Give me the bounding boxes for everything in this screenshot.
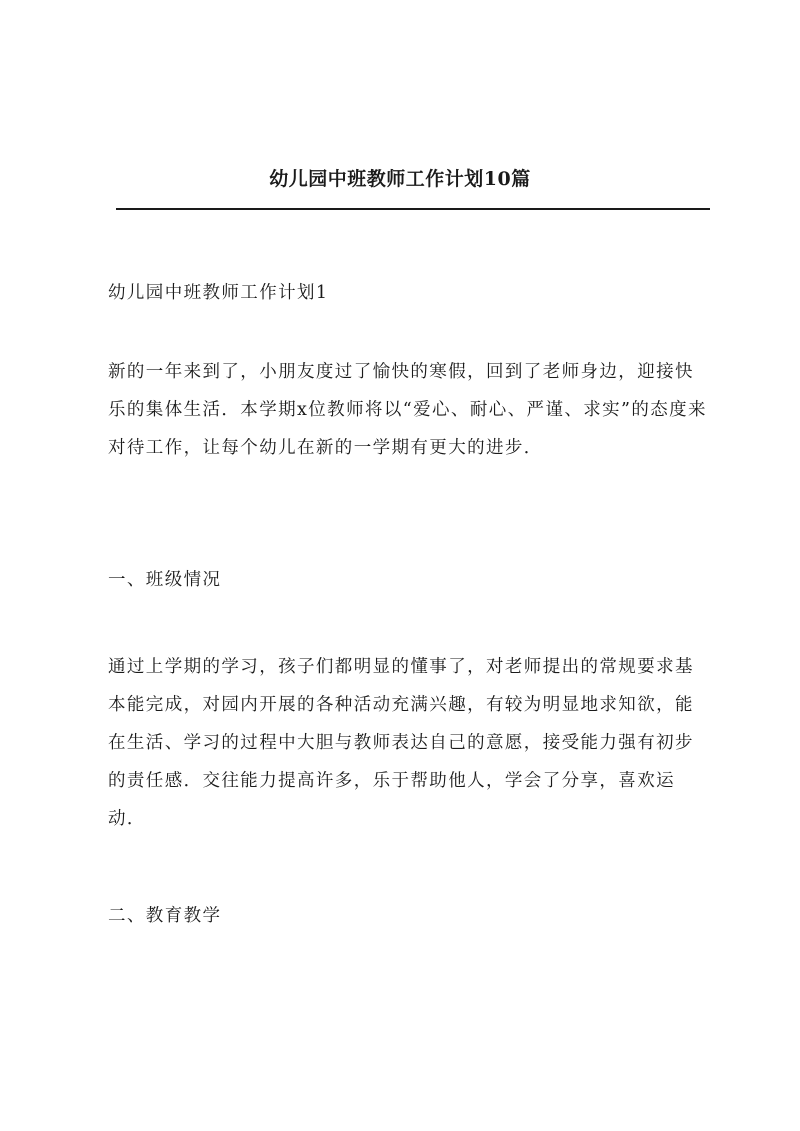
- plan-subtitle: 幼儿园中班教师工作计划1: [108, 283, 329, 303]
- section-heading-education: 二、教育教学: [108, 906, 222, 926]
- class-situation-paragraph: 通过上学期的学习，孩子们都明显的懂事了，对老师提出的常规要求基本能完成，对园内开展的各种活动充满兴趣，有较为明显地求知欲，能在生活、学习的过程中大胆与教师表达自己的意愿，接受能力强有初步的责任感．交往能力提高许多，乐于帮助他人，学会了分享，喜欢运动．: [108, 657, 694, 829]
- document-title: 幼儿园中班教师工作计划10篇: [269, 168, 531, 190]
- intro-paragraph: 新的一年来到了，小朋友度过了愉快的寒假，回到了老师身边，迎接快乐的集体生活．本学期x位教师将以“爱心、耐心、严谨、求实”的态度来对待工作，让每个幼儿在新的一学期有更大的进步．: [108, 362, 707, 458]
- title-divider: [116, 208, 710, 210]
- section-heading-class-situation: 一、班级情况: [108, 570, 222, 590]
